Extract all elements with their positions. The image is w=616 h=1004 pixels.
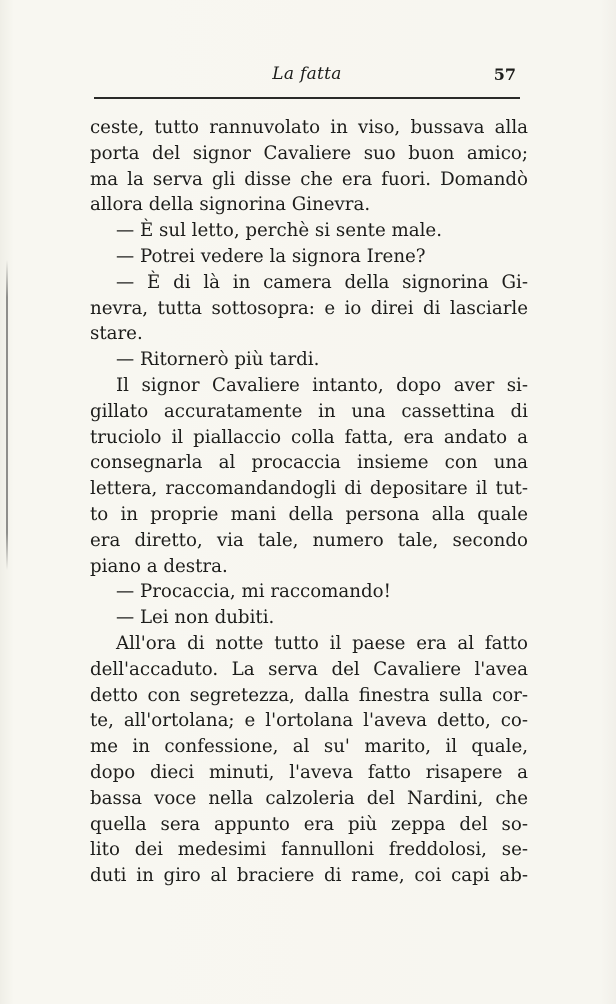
- text-line: quella sera appunto era più zeppa del so-: [90, 813, 528, 835]
- header-rule: [94, 97, 520, 99]
- text-line: lito dei medesimi fannulloni freddolosi, se-: [90, 839, 528, 861]
- text-line: bassa voce nella calzoleria del Nardini, che: [90, 787, 528, 809]
- text-line: nevra, tutta sottosopra: e io direi di lasciarle: [90, 297, 528, 319]
- dialogue-line: — Ritornerò più tardi.: [116, 349, 320, 371]
- text-line: te, all'ortolana; e l'ortolana l'aveva detto, co-: [90, 710, 528, 732]
- page-number: 57: [493, 65, 516, 84]
- text-line: stare.: [90, 323, 143, 345]
- text-line: ceste, tutto rannuvolato in viso, bussava alla: [90, 117, 528, 138]
- text-line: gillato accuratamente in una cassettina di: [90, 400, 528, 422]
- paragraph-start-line: All'ora di notte tutto il paese era al fatto: [116, 632, 528, 654]
- page-header: [94, 64, 520, 92]
- text-line: era diretto, via tale, numero tale, secondo: [90, 529, 528, 551]
- text-line: ma la serva gli disse che era fuori. Domandò: [90, 168, 528, 190]
- dialogue-line: — Potrei vedere la signora Irene?: [116, 245, 426, 267]
- text-line: dell'accaduto. La serva del Cavaliere l'avea: [90, 658, 528, 680]
- text-line: allora della signorina Ginevra.: [90, 194, 371, 216]
- text-line: porta del signor Cavaliere suo buon amico;: [90, 142, 528, 164]
- text-line: to in proprie mani della persona alla quale: [90, 503, 528, 525]
- text-line: truciolo il piallaccio colla fatta, era andato a: [90, 426, 528, 448]
- dialogue-line: — Procaccia, mi raccomando!: [116, 581, 391, 603]
- text-line: me in confessione, al su' marito, il quale,: [90, 736, 528, 758]
- dialogue-line: — È di là in camera della signorina Gi-: [116, 271, 528, 293]
- text-line: piano a destra.: [90, 555, 228, 577]
- text-line: lettera, raccomandandogli di depositare il tut-: [90, 478, 528, 500]
- binding-shadow: [6, 260, 8, 570]
- body-text: [90, 115, 528, 889]
- dialogue-line: — Lei non dubiti.: [116, 607, 275, 629]
- text-line: consegnarla al procaccia insieme con una: [90, 452, 528, 474]
- text-line: detto con segretezza, dalla finestra sulla cor-: [90, 684, 528, 706]
- running-title: La fatta: [272, 64, 342, 84]
- paragraph-start-line: Il signor Cavaliere intanto, dopo aver si-: [116, 374, 528, 396]
- dialogue-line: — È sul letto, perchè si sente male.: [116, 220, 442, 242]
- text-line: duti in giro al braciere di rame, coi capi ab-: [90, 865, 528, 887]
- text-line: dopo dieci minuti, l'aveva fatto risapere a: [90, 761, 528, 783]
